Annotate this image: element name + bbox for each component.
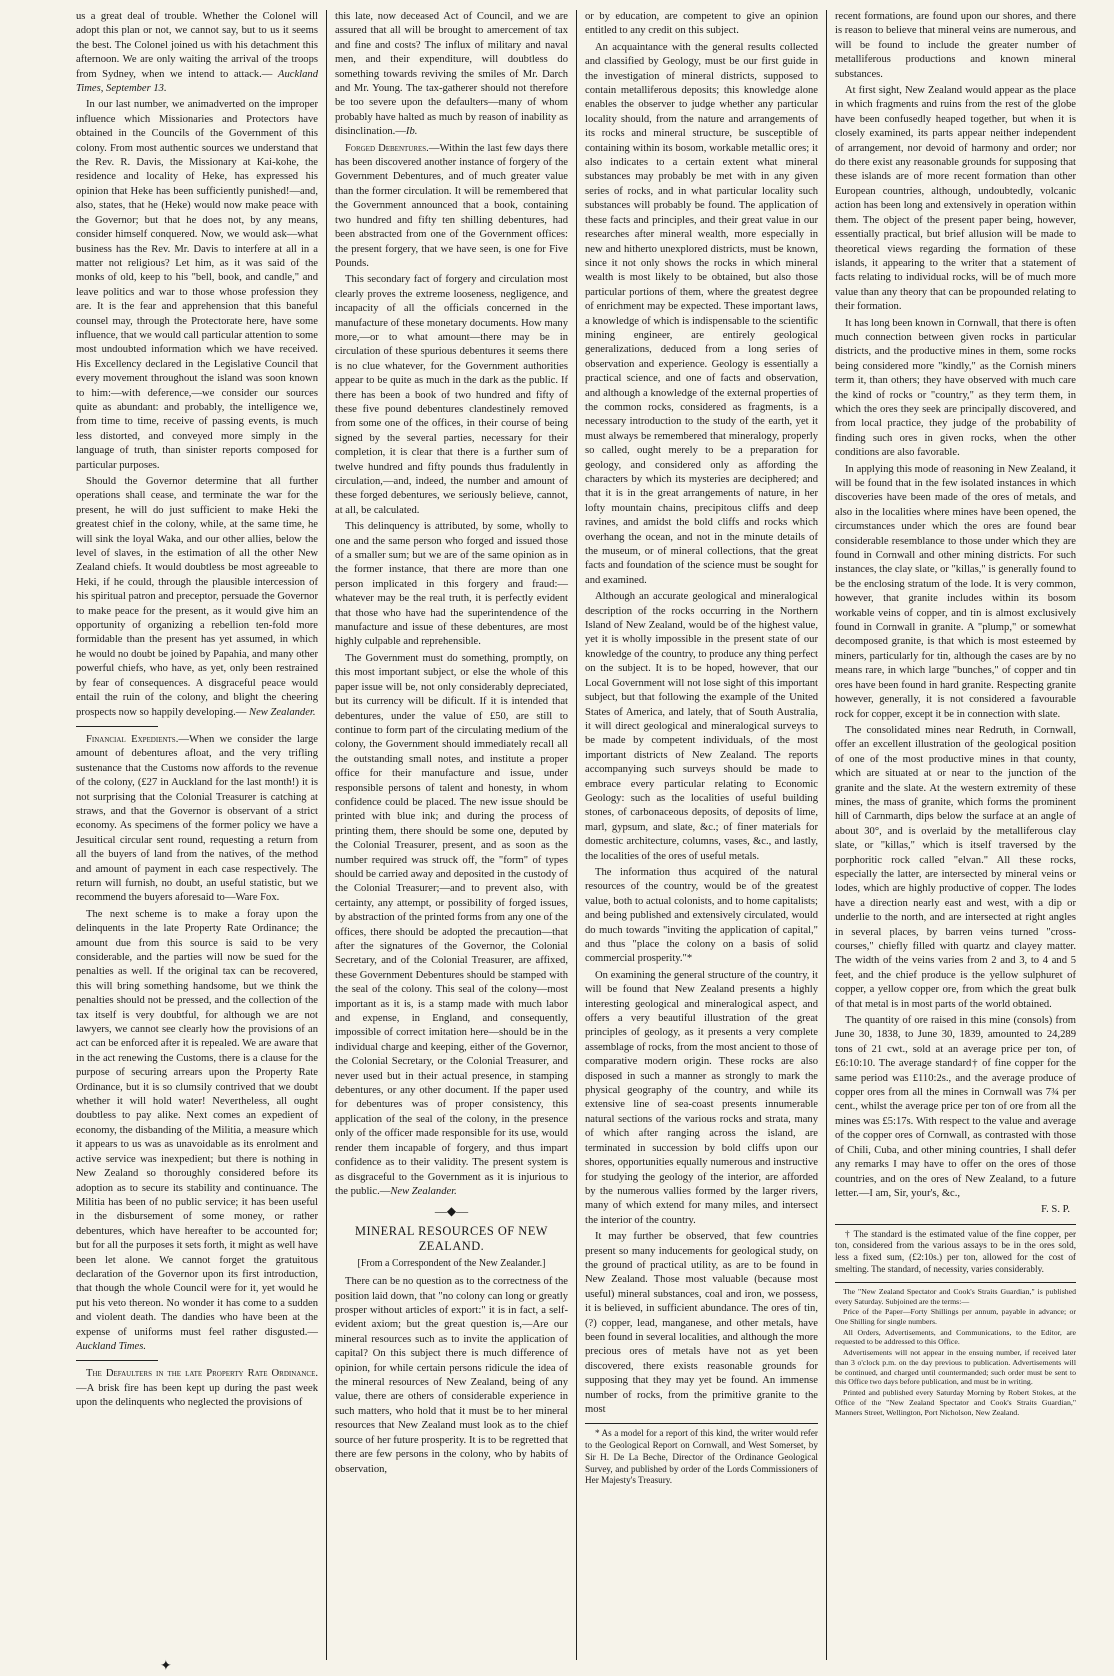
imprint-rule bbox=[835, 1282, 1076, 1283]
article-surveys: Although an accurate geological and mineralogical description of the rocks occurring in the Northern Island of New Zealand, would be of the highest value, yet it is wholly impossible in the present state of our knowledge of the country, to produce any thing perfect on the subject. It is to be hoped, however, that our Local Government will not lose sight of this important subject, but that following the example of the United States of America, and lately, that of South Australia, it will direct geological and mineralogical surveys to be made by competent individuals, of the most important districts of New Zealand. The reports accompanying such surveys should be made to embrace every particular relating to Economic Geology: such as the localities of useful building stones, of carbonaceous deposits, of deposits of lime, marl, gypsum, and slate, &c.; of finer materials for domestic architecture, columns, vases, &c., and lastly, the localities of the ores of useful metals. bbox=[585, 591, 818, 862]
imprint-line: The "New Zealand Spectator and Cook's Straits Guardian," is published every Saturday. Subjoined are the terms:— bbox=[835, 1286, 1076, 1306]
imprint-line: All Orders, Advertisements, and Communications, to the Editor, are requested to be addressed to this Office. bbox=[835, 1327, 1076, 1347]
article-delinquency: This delinquency is attributed, by some, wholly to one and the same person who forged and issued those of a smaller sum; but we are of the same opinion as in the former instance, that there are more than one person implicated in this forgery and fraud:—whatever may be the real truth, it is perfectly evident that those who have had the superintendence of the manufacture and issue of these debentures, are most highly culpable and reprehensible. bbox=[335, 521, 568, 648]
article-mineral-intro: There can be no question as to the correctness of the position laid down, that "no colony can long or greatly prosper without articles of export:" it is in fact, a self-evident axiom; but the great question is,—Are our mineral resources such as to invite the application of capital? On this subject there is much difference of opinion, for while certain persons ridicule the idea of the mineral resources of New Zealand, being of any value, there are others of considerable experience in such matters, who hold that it must be to her mineral resources that New Zealand must look as to the chief source of her future prosperity. It is to be regretted that there are few persons in the colony, who by habits of observation, bbox=[335, 1276, 568, 1475]
imprint-line: Printed and published every Saturday Morning by Robert Stokes, at the Office of the "New Zealand Spectator and Cook's Straits Guardian," Manners Street, Wellington, Port Nicholson, New Zealand. bbox=[835, 1388, 1076, 1417]
signature: F. S. P. bbox=[1041, 1204, 1070, 1216]
imprint-line: Advertisements will not appear in the ensuing number, if received later than 3 o'clock p.m. on the day previous to publication. Advertisements will be continued, and charged until countermanded; such order must be sent to this Office two days before publication, and must be in writing. bbox=[835, 1348, 1076, 1387]
column-4 bbox=[826, 10, 1076, 1660]
subhead-correspondent: [From a Correspondent of the New Zealander.] bbox=[357, 1257, 546, 1269]
article-financial-expedients: Financial Expedients.—When we consider the large amount of debentures afloat, and the very trifling sustenance that the Customs now affords to the revenue of the colony, (£27 in Auckland for the last month!) it is not surprising that the Colonial Treasurer is catching at straws, and that the Governor is observant of a strict economy. As specimens of the former policy we have a Jesuitical circular sent round, requesting a return from all the buyers of land from the natives, of the method and amount of payment in each case respectively. The return will furnish, no doubt, an useful statistic, but we recommend the buyers aforesaid to—Ware Fox. bbox=[76, 733, 318, 904]
article-defaulters-continued: this late, now deceased Act of Council, and we are assured that all will be brought to amercement of tax and fine and costs? The influx of military and naval men, and their expenditure, will doubtless do something towards reviving the smiles of Mr. Darch and Mr. Young. The tax-gatherer should not therefore be too severe upon the defaulters—many of whom probably have halted as much by reason of inability as disinclination.—Ib. bbox=[335, 11, 568, 138]
article-consolidated-mines: The consolidated mines near Redruth, in Cornwall, offer an excellent illustration of the geological position of one of the most productive mines in that county, which are situated at or near to the junction of the granite and the slate. At the western extremity of these mines, the mass of granite, which forms the prominent hill of Carnmarth, dips below the surface at an angle of about 30°, and is overlaid by the metalliferous clay slate, or "killas," which is itself traversed by the porphoritic rock called "elvan." All these rocks, especially the latter, are intersected by mineral veins or lodes, which are highly productive of copper. The lodes have a direction nearly east and west, with a dip or underlie to the north, and are intersected at right angles in several places, by barren veins turned "cross-courses," chiefly filled with quartz and clayey matter. The width of the veins varies from 2 and 3, to 4 and 5 feet, and the chief produce is the yellow sulphuret of copper, a yellow copper ore, from which the great bulk of that metal is in most parts of the world obtained. bbox=[835, 724, 1076, 1010]
article-information: The information thus acquired of the natural resources of the country, would be of the greatest value, both to actual colonists, and to home capitalists; and being published and extensively circulated, would do much towards "inviting the application of capital," and thus "place the colony on a basis of solid commercial prosperity."* bbox=[585, 866, 818, 965]
article-forgery-fact: This secondary fact of forgery and circulation most clearly proves the extreme looseness, negligence, and incapacity of all the officials concerned in the manufacture of these monetary documents. How many more,—or to what amount—there may be in circulation of these spurious debentures it seems there is no clue whatever, for the Government authorities appear to be quite as much in the dark as the public. If there has been a book of two hundred and fifty of these five pound debentures clandestinely removed from some one of the offices, in their course of being signed by the several parties, necessary for their completion, it is clear that there is a further sum of twelve hundred and fifty pounds thus fradulently in circulation,—and, indeed, the number and amount of these forged debentures, we seriously believe, cannot, at all, be calculated. bbox=[335, 274, 568, 516]
divider bbox=[76, 1360, 158, 1361]
footnote-rule bbox=[835, 1224, 1076, 1225]
article-structure: On examining the general structure of the country, it will be found that New Zealand presents a highly interesting geological and mineralogical aspect, and offers a very beautiful illustration of the great principles of geology, as it presents a very complete assemblage of rocks, from the most ancient to those of comparative modern origin. These rocks are also disposed in such a manner as strongly to mark the physical geography of the country, and while its extensive line of sea-coast presents innumerable natural sections of the various rocks and strata, many of which after ranging across the island, are terminated in succession by bold cliffs upon our shores, opportunities equally numerous and instructive for studying the geology of the interior, are afforded by the numerous vallies formed by the larger rivers, many of which extend for many miles, and intersect the interior of the country. bbox=[585, 969, 818, 1226]
imprint bbox=[835, 1287, 1076, 1418]
footnote-standard: † The standard is the estimated value of the fine copper, per ton, considered from the various assays to be in the ores sold, less a fixed sum, (£2:10s.) per ton, allowed for the cost of smelting. The standard, of necessity, varies considerably. bbox=[835, 1228, 1076, 1275]
ornament-divider: —◆— bbox=[434, 1204, 469, 1219]
column-3 bbox=[576, 10, 826, 1660]
article-mineral-continued: or by education, are competent to give an opinion entitled to any credit on this subject. bbox=[585, 11, 818, 37]
article-governor: Should the Governor determine that all further operations shall cease, and terminate the war for the present, he will do just sufficient to make Heki the greatest chief in the colony, while, at the same time, he will sink the loyal Waka, and our other allies, below the level of slaves, in the estimation of all the other New Zealand chiefs. It would doubtless be most agreeable to Heki, if he could, through the plausible intercession of his spiritual patron and preceptor, persuade the Governor to make peace for the present, as it would give him an opportunity of organizing a rebellion ten-fold more formidable than the present has yet assumed, in which he would no doubt be joined by Papahia, and many other powerful chiefs, who have, as yet, only been restrained by fear of consequences. A disgraceful peace would entail the ruin of the colony, and blight the cheering prospects now so happily developing.— New Zealander. bbox=[76, 476, 318, 718]
article-inducements: It may further be observed, that few countries present so many inducements for geological study, on the ground of practical utility, as are to be found in New Zealand. Those most valuable (because most useful) mineral substances, coal and iron, we possess, it is believed, in sufficient abundance. The ores of tin, (?) copper, lead, manganese, and other metals, have been found in several localities, and although the more precious ores of metals have not as yet been discovered, there exists reasonable grounds for supposing that they may yet be found. An immense number of rocks, from the primitive granite to the most bbox=[585, 1231, 818, 1415]
article-missionaries: In our last number, we animadverted on the improper influence which Missionaries and Protectors have obtained in the Councils of the Government of this colony. From most authentic sources we understand that the Rev. R. Davis, the Missionary at Kai-kohe, the residence and locality of Heke, has expressed his opinion that Heke has been sufficiently punished!—and, also, states, that he (Heke) would now make peace with the Governor; but that he does not, by any means, consider himself conquered. Now, we would ask—what business has the Rev. Mr. Davis to interfere at all in a matter not religious? Let him, as it was said of the monks of old, keep to his "bell, book, and candle," and leave politics and war to those whose profession they are. It is the fear and apprehension that this baneful counsel may, through the Protectorate here, have some influence, that we would call particular attention to some most undoubted information which we have received. His Excellency declared in the Legislative Council that every movement throughout the island was soon known to him:—with deference,—we consider our sources quite as abundant: and probably, the intelligence we, from time to time, receive of passing events, is much less distorted, and conveyed more simply in the language of truth, than sinister reports composed for particular purposes. bbox=[76, 99, 318, 471]
article-government-must-act: The Government must do something, promptly, on this most important subject, or else the whole of this paper issue will be, not only considerably depreciated, but its currency will be dificult. If it is intended that debentures, under the value of £50, are still to continue to form part of the circulating medium of the colony, the Government should immediately recall all the outstanding small notes, and institute a proper office for their manufacture and issue, under responsible persons of talent and honesty, in whom confidence could be placed. The new issue should be printed with blue ink; and during the process of printing them, there should be some one, deputed by the Colonial Treasurer, present, and as soon as the number required was struck off, the "form" of types should be carried away and deposited in the custody of the Colonial Treasurer;—and to prevent also, with certainty, any attempt, or possibility of forged issues, by abstraction of the printed forms from any one of the offices, there should be adopted the precaution—that after the signatures of the Governor, the Colonial Secretary, and of the Colonial Treasurer, are affixed, these Government Debentures should be stamped with the seal of the colony. This seal of the colony—most important as it is, is a stamp made with much labor and expense, in England, and consequently, impossible of correct imitation here—should be in the individual charge and keeping, either of the Governor, the Colonial Secretary, or the Colonial Treasurer, and never used but in their actual presence, in stamping debentures, or any other document. If the paper used for debentures was of proper consistency, this application of the seal of the colony, in the presence only of the officer made responsible for its use, would render them incapable of forgery, and thus impart confidence as to their validity. The present system is as disgraceful to the Government as it is injurious to the public.—New Zealander. bbox=[335, 652, 568, 1197]
article-continuation: us a great deal of trouble. Whether the Colonel will adopt this plan or not, we cannot say, but to us it seems the best. The Colonel joined us with his detachment this afternoon. We are only waiting the arrival of the troops from Sydney, when we intend to attack.— Auckland Times, September 13. bbox=[76, 11, 318, 95]
column-1 bbox=[76, 10, 326, 1660]
article-forged-debentures: Forged Debentures.—Within the last few days there has been discovered another instance of forgery of the Government Debentures, and of much greater value than the former circulation. It will be remembered that the Government announced that a book, containing two hundred and fifty ten shilling debentures, had been abstracted from one of the Government offices: the present forgery, that we have seen, is one for Five Pounds. bbox=[335, 142, 568, 269]
column-2 bbox=[326, 10, 576, 1660]
article-first-sight: At first sight, New Zealand would appear as the place in which fragments and ruins from the rest of the globe have been confusedly heaped together, but when it is closely examined, its parts appear neither independent of arrangement, nor devoid of harmony and order; nor do there exist any reasonable grounds for supposing that these islands are of more recent formation than other European countries, although, undoubtedly, volcanic action has been long and extensively in operation within them. The object of the present paper being, however, essentially practical, but brief allusion will be made to theoretical views regarding the formation of these islands, it appearing to the writer that a statement of facts relating to individual rocks, will be of much more value than any theory that can be propounded relating to their formation. bbox=[835, 85, 1076, 313]
article-next-scheme: The next scheme is to make a foray upon the delinquents in the late Property Rate Ordinance; the amount due from this source is said to be very considerable, and the parties will now be sued for the penalties as well. If the original tax can be recovered, this will bring something handsome, but we think the penalties should not be pressed, and the collection of the tax itself is very doubtful, for although we are not lawyers, we cannot see clearly how the provisions of an act can be enforced after it is repealed. We are aware that in the act renewing the Customs, there is a clause for the purpose of securing arrears upon the Property Rate Ordinance, but it is so clumsily contrived that we doubt whether it will hold water! Nevertheless, all ought doubtless to pay alike. Next comes an expedient of economy, the disbanding of the Militia, a measure which it appears to us was as unavoidable as its enrolment and active service was inexpedient; but there is nothing in New Zealand so thoroughly considered before its adoption as to secure its stability and continuance. The Militia has been of no public service; it has been useful in the disbursement of some money, or rather debentures, which have hereafter to be accounted for; but for all the purposes it sets forth, it might as well have been let alone. We cannot forget the gratuitous declaration of the Governor upon its first introduction, that though the whole Council were for it, yet would he put his veto thereon. No wonder it has come to a sudden and violent death. The dandies who have been at the expense of uniforms must feel rather disgusted.—Auckland Times. bbox=[76, 908, 318, 1352]
footnote-rule bbox=[585, 1423, 818, 1424]
headline-mineral-resources: MINERAL RESOURCES OF NEW ZEALAND. bbox=[355, 1223, 548, 1254]
article-reasoning: In applying this mode of reasoning in New Zealand, it will be found that in the few isolated instances in which discoveries have been made of the ores of metals, and also in the localities where mines have been opened, the circumstances under which the ores are found bear considerable resemblance to those under which they are found in Cornwall and other mining districts. For such instances, the clay slate, or "killas," is generally found to be the enclosing stratum of the lode. It is very common, however, that granite includes within its bosom workable veins of copper, and tin is almost exclusively found in Cornwall in granite. A "plump," or somewhat decomposed granite, is that which is most esteemed by miners, particularly for tin, although the cases are by no means rare, in which large "bunches," of copper and tin ores have been found in hard granite. Respecting granite however, generally, it is not considered a favourable rock for copper, except it be in connection with slate. bbox=[835, 463, 1076, 720]
divider bbox=[76, 726, 158, 727]
footnote-geological-report: * As a model for a report of this kind, the writer would refer to the Geological Report on Cornwall, and West Somerset, by Sir H. De La Beche, Director of the Ordinance Geological Survey, and published by order of the Lords Commissioners of Her Majesty's Treasury. bbox=[585, 1428, 818, 1486]
article-formations: recent formations, are found upon our shores, and there is reason to believe that mineral veins are numerous, and will be found to include the greater number of metalliferous productions and known mineral substances. bbox=[835, 11, 1076, 80]
imprint-line: Price of the Paper—Forty Shillings per annum, payable in advance; or One Shilling for single numbers. bbox=[835, 1307, 1076, 1326]
page-marker: ✦ bbox=[160, 1658, 172, 1674]
article-geology: An acquaintance with the general results collected and classified by Geology, must be our first guide in the investigation of mineral districts, supposed to contain metalliferous deposits; this knowledge alone enables the observer to judge whether any particular locality should, from the nature and arrangements of its rocks and mineral structure, be susceptible of containing within its bosom, workable metallic ores; it also indicates to a certain extent what mineral substances may probably be met with in any given series of rocks, and in what particular locality such substances will probably be found. The application of these facts and principles, and their great value in our researches after mineral wealth, more especially in new and hitherto unexplored districts, must be known, since it not only shows the rocks in which mineral wealth is most likely to be obtained, but also those particular portions of them, where the greatest degree of enrichment may be expected. These important laws, a knowledge of which is indispensable to the scientific mining engineer, are entirely geological generalizations, deduced from a long series of observation and experience. Geology is essentially a practical science, and one of facts and observation, and although a knowledge of the external properties of the common rocks, considered as fragments, is a necessary introduction to the study of the earth, yet it must always be remembered that mineralogy, properly so called, ought merely to be a preparation for geology, and considered only as affording the characters by which its mysteries are deciphered; and that it is in the great arrangements of nature, in her lofty mountain chains, precipitous cliffs and deep ravines, and amidst the bold cliffs and rocks which overhang the ocean, and not in the minute details of the museum, or of mineral collections, that the great facts and foundation of the science must be sought for and examined. bbox=[585, 41, 818, 586]
article-cornwall: It has long been known in Cornwall, that there is often much connection between given rocks in particular districts, and the productive mines in them, some rocks being considered more "kindly," as the Cornish miners term it, than others; they have observed with much care the kind of rocks or "country," as they term them, in which the ores they seek are principally discovered, and from local practice, they judge of the probability of finding such ores in given rocks, when the other conditions are also favorable. bbox=[835, 317, 1076, 459]
text-columns bbox=[76, 10, 1076, 1660]
article-ore-quantity: The quantity of ore raised in this mine (consols) from June 30, 1838, to June 30, 1839, amounted to 24,289 tons of 21 cwt., sold at an average price per ton, of £6:10:10. The average standard† of fine copper for the same period was £110:2s., and the average produce of copper ores from all the mines in Cornwall was 7¾ per cent., whilst the average price per ton of ore from all the mines was £5:17s. With respect to the value and average of the copper ores of Cornwall, as contrasted with those of Chili, Cuba, and other mining countries, I shall defer any remarks I may have to offer on the ores of those countries, and on the ores of New Zealand, to a future letter.—I am, Sir, your's, &c., bbox=[835, 1015, 1076, 1199]
article-defaulters: The Defaulters in the late Property Rate Ordinance.—A brisk fire has been kept up during the past week upon the delinquents who neglected the provisions of bbox=[76, 1368, 318, 1409]
